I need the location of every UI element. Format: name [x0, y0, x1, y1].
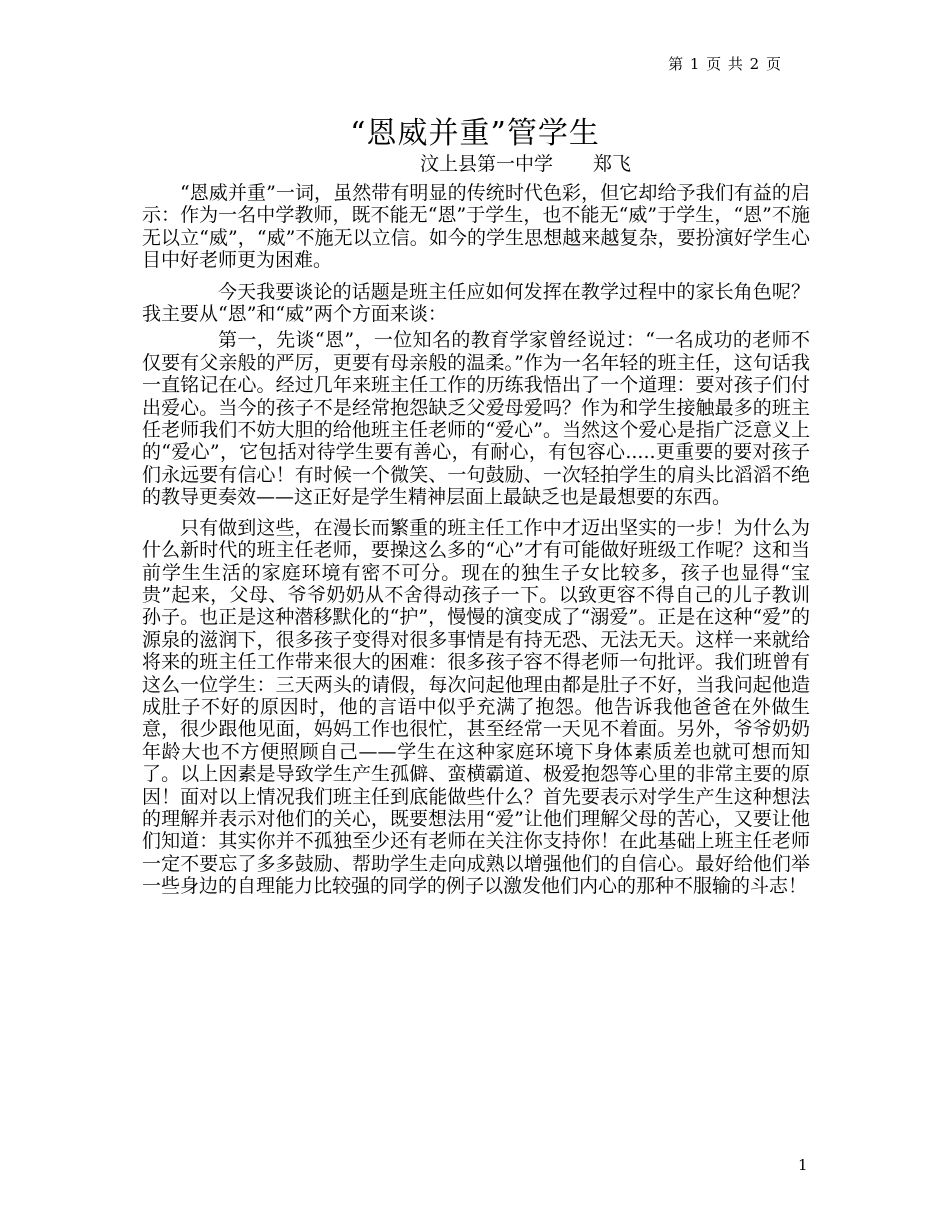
author-name: 郑飞: [593, 153, 632, 175]
paragraph-first-point: 第一，先谈“恩”，一位知名的教育学家曾经说过：“一名成功的老师不仅要有父亲般的严厉，更要有母亲般的温柔。”作为一名年轻的班主任，这句话我一直铭记在心。经过几年来班主任工作的历练我悟出了一个道理：要对孩子们付出爱心。当今的孩子不是经常抱怨缺乏父爱母爱吗？作为和学生接触最多的班主任老师我们不妨大胆的给他班主任老师的“爱心”。当然这个爱心是指广泛意义上的“爱心”，它包括对待学生要有善心，有耐心，有包容心.....更重要的要对孩子们永远要有信心！有时候一个微笑、一句鼓励、一次轻拍学生的肩头比滔滔不绝的教导更奏效——这正好是学生精神层面上最缺乏也是最想要的东西。: [142, 329, 810, 509]
page-header: 第 1 页 共 2 页: [668, 55, 782, 73]
paragraph-family-environment: 只有做到这些，在漫长而繁重的班主任工作中才迈出坚实的一步！为什么为什么新时代的班主任老师，要操这么多的“心”才有可能做好班级工作呢？这和当前学生生活的家庭环境有密不可分。现在的独生子女比较多，孩子也显得“宝贵”起来，父母、爷爷奶奶从不舍得动孩子一下。以致更容不得自己的儿子教训孙子。也正是这种潜移默化的“护”，慢慢的演变成了“溺爱”。正是在这种“爱”的源泉的滋润下，很多孩子变得对很多事情是有持无恐、无法无天。这样一来就给将来的班主任工作带来很大的困难：很多孩子容不得老师一句批评。我们班曾有这么一位学生：三天两头的请假，每次问起他理由都是肚子不好，当我问起他造成肚子不好的原因时，他的言语中似乎充满了抱怨。他告诉我他爸爸在外做生意，很少跟他见面，妈妈工作也很忙，甚至经常一天见不着面。另外，爷爷奶奶年龄大也不方便照顾自己——学生在这种家庭环境下身体素质差也就可想而知了。以上因素是导致学生产生孤僻、蛮横霸道、极爱抱怨等心里的非常主要的原因！面对以上情况我们班主任到底能做些什么？首先要表示对学生产生这种想法的理解并表示对他们的关心，既要想法用“爱”让他们理解父母的苦心，又要让他们知道：其实你并不孤独至少还有老师在关注你支持你！在此基础上班主任老师一定不要忘了多多鼓励、帮助学生走向成熟以增强他们的自信心。最好给他们举一些身边的自理能力比较强的同学的例子以激发他们内心的那种不服输的斗志！: [142, 516, 810, 898]
page-number: 1: [798, 1156, 808, 1174]
byline: [420, 152, 631, 176]
paragraph-intro: “恩威并重”一词，虽然带有明显的传统时代色彩，但它却给予我们有益的启示：作为一名中学教师，既不能无“恩”于学生，也不能无“威”于学生，“恩”不施无以立“威”，“威”不施无以立信。如今的学生思想越来越复杂，要扮演好学生心目中好老师更为困难。: [142, 182, 810, 272]
paragraph-topic: 今天我要谈论的话题是班主任应如何发挥在教学过程中的家长角色呢？我主要从“恩”和“威”两个方面来谈：: [142, 280, 810, 326]
document-title: “恩威并重”管学生: [350, 116, 600, 151]
document-body: [142, 182, 810, 898]
school-name: 汶上县第一中学: [420, 153, 554, 175]
